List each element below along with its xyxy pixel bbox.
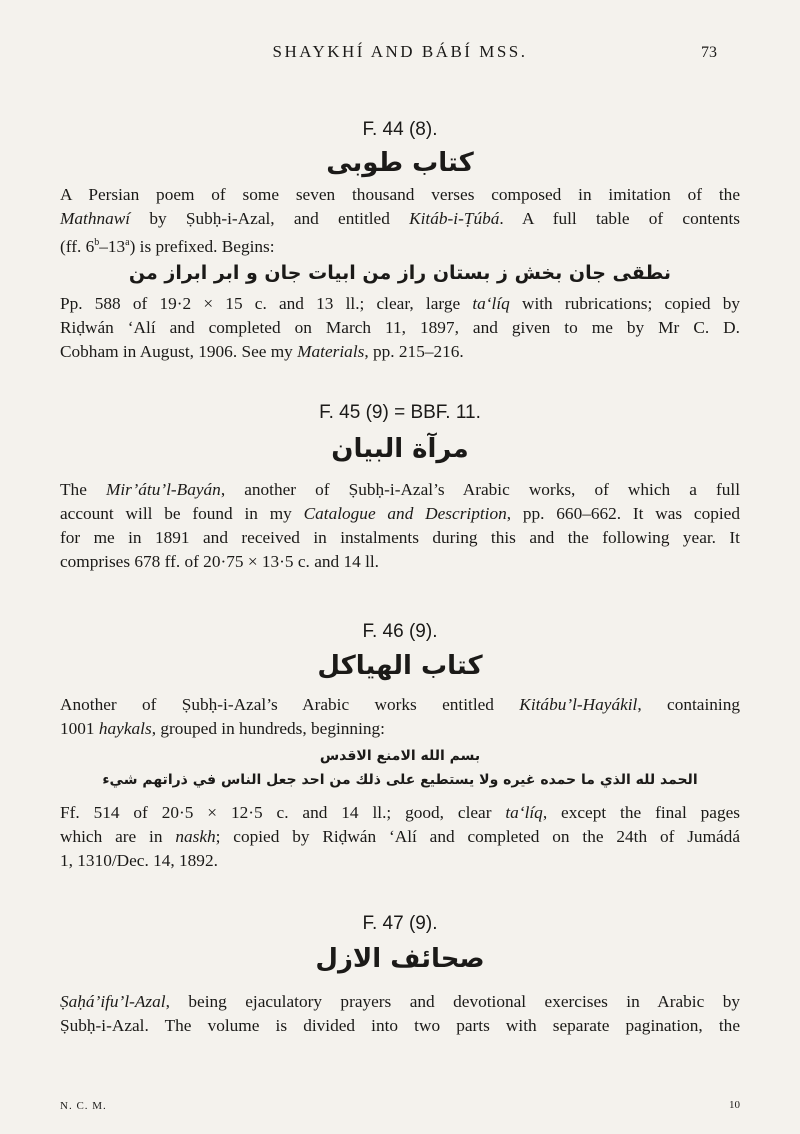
entry-text-f45 xyxy=(60,478,740,574)
entry-heading-f45: F. 45 (9) = BBF. 11. xyxy=(319,402,481,423)
arabic-title-f47: صحائف الازل xyxy=(315,944,485,974)
text-line: Pp. 588 of 19·2 × 15 c. and 13 ll.; clear, large ta‘líq with rubrications; copied by xyxy=(60,294,740,313)
signature-number: 10 xyxy=(729,1099,740,1111)
entry-description-f44 xyxy=(60,292,740,364)
entry-description-f46 xyxy=(60,801,740,873)
text-line: Mathnawí by Ṣubḥ-i-Azal, and entitled Kitáb-i-Ṭúbá. A full table of contents xyxy=(60,209,740,228)
text-line: which are in naskh; copied by Riḍwán ‘Alí and completed on the 24th of Jumádá xyxy=(60,827,740,846)
text-line: account will be found in my Catalogue and Description, pp. 660–662. It was copied xyxy=(60,504,740,523)
text-line: Ṣubḥ-i-Azal. The volume is divided into two parts with separate pagination, the xyxy=(60,1016,740,1035)
arabic-begins-f44: نطقی جان بخش ز بستان راز من ابیات جان و ابر ابراز من xyxy=(128,262,672,284)
entry-heading-f44: F. 44 (8). xyxy=(362,119,438,140)
text-line: Cobham in August, 1906. See my Materials, pp. 215–216. xyxy=(60,342,464,361)
page-number: 73 xyxy=(701,44,717,61)
text-line: 1001 haykals, grouped in hundreds, beginning: xyxy=(60,719,385,738)
text-line: 1, 1310/Dec. 14, 1892. xyxy=(60,851,218,870)
entry-text-f47 xyxy=(60,990,740,1038)
text-line: for me in 1891 and received in instalments during this and the following year. It xyxy=(60,528,740,547)
text-line: comprises 678 ff. of 20·75 × 13·5 c. and 14 ll. xyxy=(60,552,379,571)
entry-text-f44 xyxy=(60,183,740,259)
running-head: SHAYKHÍ AND BÁBÍ MSS. xyxy=(272,42,528,61)
text-line: (ff. 6$^b$–13$^a$) is prefixed. Begins: xyxy=(60,236,275,256)
text-line: A Persian poem of some seven thousand verses composed in imitation of the xyxy=(60,185,740,204)
arabic-begins-f46-line2: الحمد لله الذي ما حمده غيره ولا يستطيع على ذلك من احد جعل الناس في ذراتهم شيء xyxy=(102,772,698,788)
text-line: Riḍwán ‘Alí and completed on March 11, 1897, and given to me by Mr C. D. xyxy=(60,318,740,337)
signature-mark: N. C. M. xyxy=(60,1100,107,1112)
arabic-begins-f46-line1: بسم الله الامنع الاقدس xyxy=(319,748,481,764)
arabic-title-f44: كتاب طوبى xyxy=(326,148,474,178)
text-line: Another of Ṣubḥ-i-Azal’s Arabic works entitled Kitábu’l-Hayákil, containing xyxy=(60,695,740,714)
arabic-title-f45: مرآة البيان xyxy=(331,434,469,464)
entry-heading-f46: F. 46 (9). xyxy=(362,621,438,642)
entry-heading-f47: F. 47 (9). xyxy=(362,913,438,934)
text-line: Ṣaḥá’ifu’l-Azal, being ejaculatory prayers and devotional exercises in Arabic by xyxy=(60,992,740,1011)
arabic-title-f46: كتاب الهياكل xyxy=(317,651,483,681)
text-line: The Mir’átu’l-Bayán, another of Ṣubḥ-i-Azal’s Arabic works, of which a full xyxy=(60,480,740,499)
text-line: Ff. 514 of 20·5 × 12·5 c. and 14 ll.; good, clear ta‘líq, except the final pages xyxy=(60,803,740,822)
entry-text-f46 xyxy=(60,693,740,741)
